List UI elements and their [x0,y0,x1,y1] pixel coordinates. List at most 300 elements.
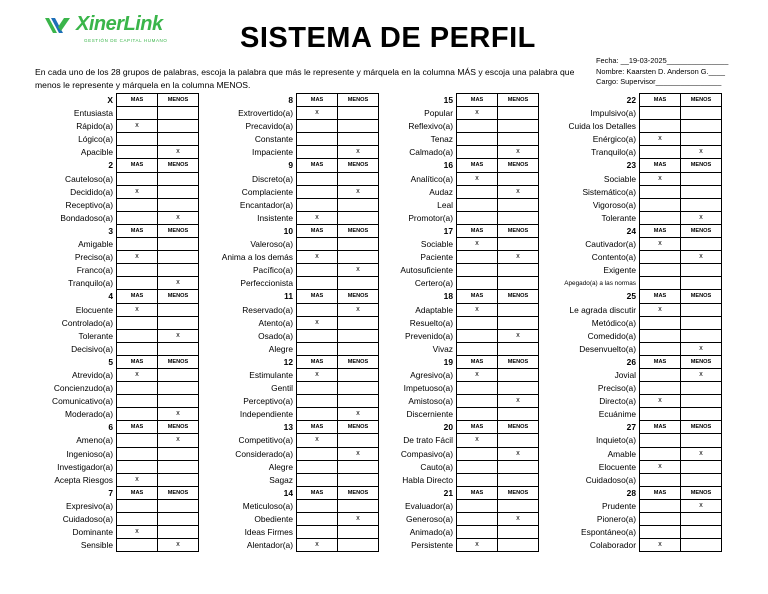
mas-checkbox-cell[interactable] [296,132,338,146]
mas-checkbox-cell[interactable] [116,329,158,343]
mas-checkbox-cell[interactable] [456,381,498,395]
word-label: Audaz [429,186,453,197]
menos-checkbox-cell[interactable]: x [337,303,379,317]
word-group [38,94,199,159]
menos-checkbox-cell[interactable]: x [497,329,539,343]
word-label: Analítico(a) [410,173,453,184]
menos-column-header: MENOS [157,420,199,434]
word-label: Leal [437,199,453,210]
mas-checkbox-cell[interactable] [296,342,338,356]
group-number: 24 [626,225,636,236]
word-group [532,421,722,486]
word-label: Acepta Riesgos [54,474,113,485]
mas-checkbox-cell[interactable] [456,316,498,330]
menos-checkbox-cell[interactable] [680,185,722,199]
menos-checkbox-cell[interactable] [157,185,199,199]
group-number: 6 [108,422,113,433]
mas-checkbox-cell[interactable]: x [456,538,498,552]
menos-checkbox-cell[interactable] [157,172,199,186]
word-label: Entusiasta [73,108,113,119]
word-label: Alegre [268,461,293,472]
menos-checkbox-cell[interactable]: x [680,342,722,356]
word-label: Apacible [80,147,113,158]
menos-checkbox-cell[interactable]: x [337,145,379,159]
word-label: Obediente [254,514,293,524]
mas-checkbox-cell[interactable] [116,394,158,408]
menos-checkbox-cell[interactable]: x [497,512,539,526]
menos-checkbox-cell[interactable] [680,512,722,526]
word-label: Extrovertido(a) [238,108,293,119]
menos-checkbox-cell[interactable] [680,473,722,487]
mas-checkbox-cell[interactable]: x [116,368,158,382]
mas-checkbox-cell[interactable] [296,525,338,539]
word-group [366,421,539,486]
menos-column-header: MENOS [337,289,379,303]
menos-checkbox-cell[interactable] [157,525,199,539]
word-label: Generoso(a) [405,514,453,524]
menos-checkbox-cell[interactable]: x [497,250,539,264]
mas-checkbox-cell[interactable] [456,342,498,356]
mas-column-header: MAS [296,355,338,369]
word-group [532,94,722,159]
mas-column-header: MAS [456,289,498,303]
menos-checkbox-cell[interactable]: x [680,499,722,513]
mas-checkbox-cell[interactable] [456,407,498,421]
mas-checkbox-cell[interactable]: x [456,172,498,186]
mas-checkbox-cell[interactable] [456,512,498,526]
group-number: 23 [626,160,636,171]
mas-checkbox-cell[interactable] [456,499,498,513]
mas-checkbox-cell[interactable] [116,433,158,447]
word-label: Prudente [602,500,636,511]
mas-checkbox-cell[interactable] [116,381,158,395]
mas-checkbox-cell[interactable] [639,433,681,447]
mas-checkbox-cell[interactable] [296,329,338,343]
mas-checkbox-cell[interactable] [116,211,158,225]
word-label: Perceptivo(a) [243,396,293,407]
menos-checkbox-cell[interactable] [680,237,722,251]
word-label: Directo(a) [599,396,636,407]
mas-checkbox-cell[interactable]: x [296,538,338,552]
menos-checkbox-cell[interactable] [157,263,199,277]
word-label: Ecuánime [598,409,636,420]
mas-checkbox-cell[interactable]: x [296,211,338,225]
menos-column-header: MENOS [157,93,199,107]
mas-column-header: MAS [456,93,498,107]
menos-checkbox-cell[interactable]: x [337,185,379,199]
mas-checkbox-cell[interactable] [456,473,498,487]
menos-checkbox-cell[interactable] [680,525,722,539]
menos-checkbox-cell[interactable]: x [680,250,722,264]
mas-checkbox-cell[interactable] [116,499,158,513]
mas-checkbox-cell[interactable] [456,460,498,474]
mas-checkbox-cell[interactable] [296,185,338,199]
word-group [38,290,199,355]
word-group [38,421,199,486]
group-number: 27 [626,422,636,433]
mas-column-header: MAS [116,93,158,107]
menos-column-header: MENOS [497,93,539,107]
menos-checkbox-cell[interactable] [157,132,199,146]
mas-checkbox-cell[interactable]: x [639,132,681,146]
word-label: Persistente [411,540,453,551]
mas-checkbox-cell[interactable] [639,185,681,199]
menos-checkbox-cell[interactable] [680,460,722,474]
mas-checkbox-cell[interactable]: x [456,106,498,120]
menos-checkbox-cell[interactable]: x [680,211,722,225]
menos-column-header: MENOS [497,420,539,434]
mas-checkbox-cell[interactable]: x [296,433,338,447]
menos-checkbox-cell[interactable]: x [157,538,199,552]
mas-checkbox-cell[interactable] [296,145,338,159]
word-label: Insistente [257,212,293,223]
menos-checkbox-cell[interactable]: x [157,211,199,225]
menos-checkbox-cell[interactable]: x [157,433,199,447]
word-label: Meticuloso(a) [242,500,293,511]
word-label: Enérgico(a) [592,134,636,145]
word-label: Le agrada discutir [569,304,636,315]
mas-checkbox-cell[interactable] [639,106,681,120]
mas-checkbox-cell[interactable]: x [116,303,158,317]
word-label: Exigente [603,265,636,276]
menos-checkbox-cell[interactable] [157,342,199,356]
menos-checkbox-cell[interactable]: x [680,368,722,382]
mas-checkbox-cell[interactable]: x [639,538,681,552]
mas-checkbox-cell[interactable] [296,119,338,133]
menos-checkbox-cell[interactable] [157,303,199,317]
mas-checkbox-cell[interactable] [296,394,338,408]
mas-checkbox-cell[interactable] [639,198,681,212]
table-column [38,94,199,552]
word-label: Comunicativo(a) [52,396,113,407]
group-number: 19 [443,356,453,367]
mas-checkbox-cell[interactable] [116,237,158,251]
mas-checkbox-cell[interactable] [116,447,158,461]
mas-checkbox-cell[interactable] [456,211,498,225]
menos-checkbox-cell[interactable]: x [337,263,379,277]
mas-checkbox-cell[interactable] [296,263,338,277]
menos-checkbox-cell[interactable] [680,276,722,290]
mas-checkbox-cell[interactable]: x [456,368,498,382]
word-label: Moderado(a) [65,409,113,420]
word-label: Discreto(a) [252,173,293,184]
mas-checkbox-cell[interactable] [116,132,158,146]
word-label: Comedido(a) [587,330,636,341]
menos-checkbox-cell[interactable]: x [337,447,379,461]
menos-column-header: MENOS [157,486,199,500]
menos-checkbox-cell[interactable] [157,368,199,382]
menos-checkbox-cell[interactable]: x [680,145,722,159]
mas-checkbox-cell[interactable] [116,538,158,552]
mas-checkbox-cell[interactable] [116,106,158,120]
mas-checkbox-cell[interactable]: x [116,525,158,539]
mas-checkbox-cell[interactable]: x [116,473,158,487]
group-number: 13 [283,422,293,433]
mas-checkbox-cell[interactable] [116,460,158,474]
word-label: Sistemático(a) [582,186,636,197]
menos-column-header: MENOS [680,355,722,369]
mas-checkbox-cell[interactable]: x [116,119,158,133]
mas-checkbox-cell[interactable] [296,303,338,317]
menos-checkbox-cell[interactable] [680,433,722,447]
word-label: Impulsivo(a) [590,108,636,119]
menos-checkbox-cell[interactable] [680,381,722,395]
mas-checkbox-cell[interactable] [116,172,158,186]
word-group [202,487,379,552]
menos-checkbox-cell[interactable] [157,119,199,133]
word-label: Compasivo(a) [400,448,453,459]
menos-checkbox-cell[interactable]: x [497,447,539,461]
mas-column-header: MAS [116,158,158,172]
mas-checkbox-cell[interactable]: x [639,237,681,251]
mas-checkbox-cell[interactable]: x [296,250,338,264]
mas-checkbox-cell[interactable] [456,394,498,408]
mas-checkbox-cell[interactable]: x [296,106,338,120]
menos-checkbox-cell[interactable] [680,538,722,552]
menos-column-header: MENOS [680,289,722,303]
word-label: Receptivo(a) [65,199,113,210]
mas-checkbox-cell[interactable] [296,198,338,212]
menos-column-header: MENOS [497,158,539,172]
mas-column-header: MAS [296,420,338,434]
mas-checkbox-cell[interactable]: x [639,172,681,186]
word-label: Cuida los Detalles [568,121,636,132]
word-group [366,487,539,552]
word-label: Amistoso(a) [408,396,453,407]
mas-checkbox-cell[interactable] [296,237,338,251]
mas-checkbox-cell[interactable]: x [639,303,681,317]
mas-checkbox-cell[interactable]: x [116,185,158,199]
table-column [202,94,379,552]
mas-checkbox-cell[interactable] [116,145,158,159]
menos-checkbox-cell[interactable] [680,329,722,343]
word-row [202,539,379,552]
mas-checkbox-cell[interactable] [456,198,498,212]
word-label: Sensible [80,540,113,551]
mas-checkbox-cell[interactable]: x [456,433,498,447]
mas-checkbox-cell[interactable] [639,407,681,421]
word-label: Osado(a) [258,330,293,341]
word-label: Calmado(a) [409,147,453,158]
menos-column-header: MENOS [680,224,722,238]
word-label: Encantador(a) [239,199,293,210]
menos-checkbox-cell[interactable] [157,198,199,212]
word-group [532,356,722,421]
menos-checkbox-cell[interactable] [680,303,722,317]
menos-checkbox-cell[interactable] [157,394,199,408]
menos-checkbox-cell[interactable] [680,316,722,330]
word-label: Tenaz [430,134,453,145]
word-label: Bondadoso(a) [60,212,113,223]
word-label: Competitivo(a) [238,435,293,446]
word-label: Popular [424,108,453,119]
menos-column-header: MENOS [680,158,722,172]
mas-checkbox-cell[interactable] [639,211,681,225]
mas-checkbox-cell[interactable] [296,172,338,186]
menos-checkbox-cell[interactable]: x [680,447,722,461]
mas-column-header: MAS [639,224,681,238]
menos-checkbox-cell[interactable]: x [337,407,379,421]
group-number: 17 [443,225,453,236]
word-label: Evaluador(a) [405,500,453,511]
mas-column-header: MAS [456,420,498,434]
mas-checkbox-cell[interactable] [639,473,681,487]
menos-checkbox-cell[interactable]: x [157,145,199,159]
table-column [532,94,722,552]
instructions-text: En cada uno de los 28 grupos de palabras, escoja la palabra que más le represente y márquela en la columna MÁS y escoja una palabra que menos le represente y márquela en la columna MENOS. [35,67,575,90]
mas-checkbox-cell[interactable] [639,250,681,264]
mas-checkbox-cell[interactable] [116,316,158,330]
mas-checkbox-cell[interactable]: x [116,250,158,264]
mas-checkbox-cell[interactable] [456,119,498,133]
menos-column-header: MENOS [497,224,539,238]
mas-column-header: MAS [116,289,158,303]
word-group [202,356,379,421]
group-number: 15 [443,95,453,105]
cargo-label: Cargo: [596,77,619,87]
mas-checkbox-cell[interactable] [456,525,498,539]
mas-checkbox-cell[interactable] [296,460,338,474]
word-label: Ingenioso(a) [66,448,113,459]
group-number: 11 [284,291,293,302]
mas-checkbox-cell[interactable] [639,145,681,159]
nombre-line [596,67,728,78]
group-number: 4 [108,291,113,302]
mas-checkbox-cell[interactable] [116,198,158,212]
word-label: Tranquilo(a) [68,278,113,289]
mas-checkbox-cell[interactable] [116,276,158,290]
menos-checkbox-cell[interactable] [157,316,199,330]
word-label: Ameno(a) [76,435,113,446]
word-group [532,290,722,355]
nombre-value[interactable]: Kaarsten D. Anderson G.____ [626,66,726,76]
mas-checkbox-cell[interactable] [456,329,498,343]
mas-checkbox-cell[interactable] [456,263,498,277]
menos-checkbox-cell[interactable] [157,381,199,395]
mas-checkbox-cell[interactable] [639,381,681,395]
menos-checkbox-cell[interactable] [680,394,722,408]
mas-checkbox-cell[interactable]: x [639,460,681,474]
mas-checkbox-cell[interactable] [116,407,158,421]
mas-checkbox-cell[interactable] [456,145,498,159]
menos-checkbox-cell[interactable] [157,447,199,461]
menos-checkbox-cell[interactable] [680,119,722,133]
menos-checkbox-cell[interactable] [680,132,722,146]
menos-checkbox-cell[interactable] [680,407,722,421]
mas-checkbox-cell[interactable] [639,119,681,133]
mas-checkbox-cell[interactable] [456,185,498,199]
mas-checkbox-cell[interactable] [296,512,338,526]
mas-checkbox-cell[interactable]: x [456,237,498,251]
menos-checkbox-cell[interactable] [157,460,199,474]
mas-checkbox-cell[interactable] [116,512,158,526]
menos-checkbox-cell[interactable]: x [497,394,539,408]
mas-checkbox-cell[interactable] [639,276,681,290]
mas-checkbox-cell[interactable] [116,342,158,356]
mas-column-header: MAS [116,224,158,238]
mas-checkbox-cell[interactable] [456,250,498,264]
word-label: Impetuoso(a) [403,383,453,394]
mas-checkbox-cell[interactable] [456,447,498,461]
mas-checkbox-cell[interactable] [296,499,338,513]
mas-checkbox-cell[interactable] [639,447,681,461]
menos-checkbox-cell[interactable] [680,106,722,120]
group-number: 21 [443,487,453,498]
word-label: Controlado(a) [61,317,113,328]
word-label: Adaptable [415,304,453,315]
word-row [38,539,199,552]
word-label: Promotor(a) [408,212,453,223]
menos-checkbox-cell[interactable] [680,172,722,186]
mas-checkbox-cell[interactable] [296,473,338,487]
mas-checkbox-cell[interactable] [456,132,498,146]
mas-checkbox-cell[interactable]: x [296,316,338,330]
mas-checkbox-cell[interactable] [639,263,681,277]
menos-checkbox-cell[interactable] [157,473,199,487]
menos-checkbox-cell[interactable] [157,106,199,120]
menos-checkbox-cell[interactable]: x [157,276,199,290]
mas-checkbox-cell[interactable]: x [639,394,681,408]
word-label: Animado(a) [409,527,453,538]
menos-checkbox-cell[interactable]: x [157,329,199,343]
menos-checkbox-cell[interactable] [157,499,199,513]
word-label: Espontáneo(a) [581,527,636,538]
mas-column-header: MAS [116,420,158,434]
mas-checkbox-cell[interactable]: x [456,303,498,317]
menos-checkbox-cell[interactable] [680,263,722,277]
menos-checkbox-cell[interactable] [157,237,199,251]
word-label: Sagaz [269,474,293,485]
word-label: Colaborador [589,540,636,551]
mas-checkbox-cell[interactable] [296,447,338,461]
menos-checkbox-cell[interactable] [680,198,722,212]
word-label: Ideas Firmes [244,527,293,538]
word-label: Cauteloso(a) [65,173,113,184]
group-number: X [107,95,113,105]
word-label: Independiente [239,409,293,420]
mas-checkbox-cell[interactable] [456,276,498,290]
word-label: Tolerante [601,212,636,223]
word-label: Lógico(a) [78,134,113,145]
cargo-value[interactable]: Supervisor________________ [620,77,722,87]
word-label: Precavido(a) [245,121,293,132]
word-label: Amigable [78,239,113,250]
menos-checkbox-cell[interactable]: x [497,145,539,159]
mas-checkbox-cell[interactable] [639,368,681,382]
word-label: Atrevido(a) [72,369,113,380]
mas-checkbox-cell[interactable] [639,525,681,539]
menos-column-header: MENOS [497,486,539,500]
mas-checkbox-cell[interactable] [296,407,338,421]
mas-checkbox-cell[interactable] [639,316,681,330]
word-label: Pacífico(a) [252,265,293,276]
mas-checkbox-cell[interactable] [296,381,338,395]
mas-checkbox-cell[interactable] [639,499,681,513]
menos-checkbox-cell[interactable]: x [337,512,379,526]
menos-checkbox-cell[interactable] [157,512,199,526]
mas-checkbox-cell[interactable] [639,512,681,526]
word-group [202,290,379,355]
mas-checkbox-cell[interactable] [116,263,158,277]
menos-checkbox-cell[interactable] [157,250,199,264]
mas-checkbox-cell[interactable]: x [296,368,338,382]
fecha-value[interactable]: __19-03-2025_______________ [620,56,729,65]
mas-checkbox-cell[interactable] [639,342,681,356]
mas-checkbox-cell[interactable] [296,276,338,290]
menos-checkbox-cell[interactable]: x [497,185,539,199]
mas-checkbox-cell[interactable] [639,329,681,343]
menos-checkbox-cell[interactable]: x [157,407,199,421]
